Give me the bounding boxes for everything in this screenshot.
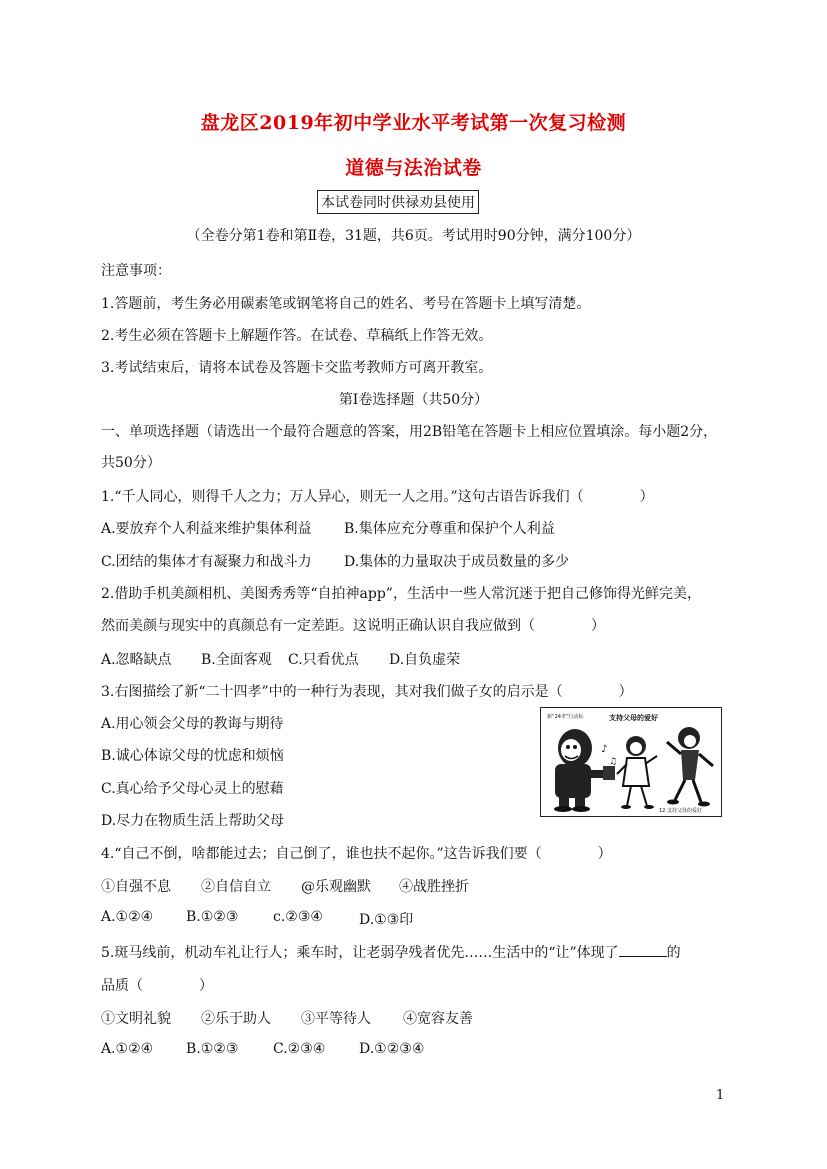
notes-heading: 注意事项： [101, 263, 171, 279]
option-a: A.用心领会父母的教诲与期待 [101, 716, 284, 732]
figure-footer: 12.支持父母的爱好 [659, 808, 702, 814]
option-b: B.集体应充分尊重和保护个人利益 [344, 521, 555, 537]
statement-1: ①文明礼貌 [101, 1011, 171, 1027]
question-5-stem-end: 的 [666, 945, 681, 961]
option-a: A.忽略缺点 [101, 652, 172, 668]
question-5-stem-text: 5.斑马线前，机动车礼让行人；乘车时，让老弱孕残者优先……生活中的“让”体现了 [101, 945, 619, 961]
page-number: 1 [716, 1088, 725, 1103]
exam-title: 盘龙区2019年初中学业水平考试第一次复习检测 [200, 112, 627, 134]
option-d: D.集体的力量取决于成员数量的多少 [344, 554, 570, 570]
option-b: B.①②③ [186, 909, 239, 925]
statement-4: ④战胜挫折 [399, 879, 469, 895]
question-1-stem: 1.“千人同心，则得千人之力；万人异心，则无一人之用。”这句古语告诉我们（ ） [101, 489, 654, 505]
child-figure [617, 736, 657, 809]
statement-2: ②乐于助人 [201, 1011, 271, 1027]
mother-figure [667, 727, 713, 807]
option-d: D.尽力在物质生活上帮助父母 [101, 813, 285, 829]
question-2-stem: 2.借助手机美颜相机、美图秀秀等“自拍神app”，生活中一些人常沉迷于把自己修饰得光鲜完美， [101, 586, 701, 602]
option-d: D.①②③④ [359, 1041, 425, 1057]
music-note-icon: ♫ [609, 757, 618, 767]
note-item: 1.答题前，考生务必用碳素笔或钢笔将自己的姓名、考号在答题卡上填写清楚。 [101, 296, 591, 312]
option-a: A.要放弃个人利益来维护集体利益 [101, 521, 312, 537]
statement-3: @乐观幽默 [301, 879, 371, 895]
option-d: D.①③印 [359, 912, 414, 928]
note-item: 3.考试结束后，请将本试卷及答题卡交监考教师方可离开教室。 [101, 360, 493, 376]
option-c: c.②③④ [273, 909, 323, 925]
question-3-stem: 3.右图描绘了新“二十四孝”中的一种行为表现，其对我们做子女的启示是（ ） [101, 684, 633, 700]
cartoon-drawing [541, 708, 721, 816]
statement-1: ①自强不息 [101, 879, 171, 895]
statement-4: ④宽容友善 [403, 1011, 473, 1027]
statement-2: ②自信自立 [201, 879, 271, 895]
answer-blank [619, 942, 667, 957]
option-b: B.①②③ [186, 1041, 239, 1057]
option-c: C.②③④ [273, 1041, 326, 1057]
music-note-icon: ♪ [601, 744, 608, 755]
option-b: B.全面客观 [201, 652, 272, 668]
section-title: 第Ⅰ卷选择题（共50分） [338, 392, 489, 408]
question-5-stem: 品质（ ） [101, 978, 213, 994]
statement-3: ③平等待人 [301, 1011, 371, 1027]
option-c: C.团结的集体才有凝聚力和战斗力 [101, 554, 312, 570]
figure-tag: 新“24孝”行动标 [547, 714, 584, 720]
boxed-note: 本试卷同时供禄劝县使用 [317, 190, 479, 214]
question-2-stem: 然而美颜与现实中的真颜总有一定差距。这说明正确认识自我应做到（ ） [101, 618, 605, 634]
option-b: B.诚心体谅父母的忧虑和烦恼 [101, 748, 284, 764]
option-a: A.①②④ [101, 1041, 154, 1057]
note-item: 2.考生必须在答题卡上解题作答。在试卷、草稿纸上作答无效。 [101, 328, 493, 344]
section-instruction: 一、单项选择题（请选出一个最符合题意的答案，用2B铅笔在答题卡上相应位置填涂。每小题2分， [101, 424, 718, 440]
question-4-stem: 4.“自己不倒，啥都能过去；自己倒了，谁也扶不起你。”这告诉我们要（ ） [101, 846, 612, 862]
cartoon-image [540, 707, 722, 817]
section-instruction: 共50分） [101, 455, 161, 471]
exam-subtitle: 道德与法治试卷 [345, 157, 482, 179]
option-a: A.①②④ [101, 909, 154, 925]
option-c: C.真心给予父母心灵上的慰藉 [101, 781, 284, 797]
figure-caption: 支持父母的爱好 [609, 714, 658, 722]
option-d: D.自负虚荣 [389, 652, 461, 668]
father-figure [554, 729, 618, 812]
question-5-stem [101, 942, 681, 962]
option-c: C.只看优点 [288, 652, 359, 668]
exam-info: （全卷分第1卷和第Ⅱ卷，31题，共6页。考试用时90分钟，满分100分） [186, 228, 641, 244]
